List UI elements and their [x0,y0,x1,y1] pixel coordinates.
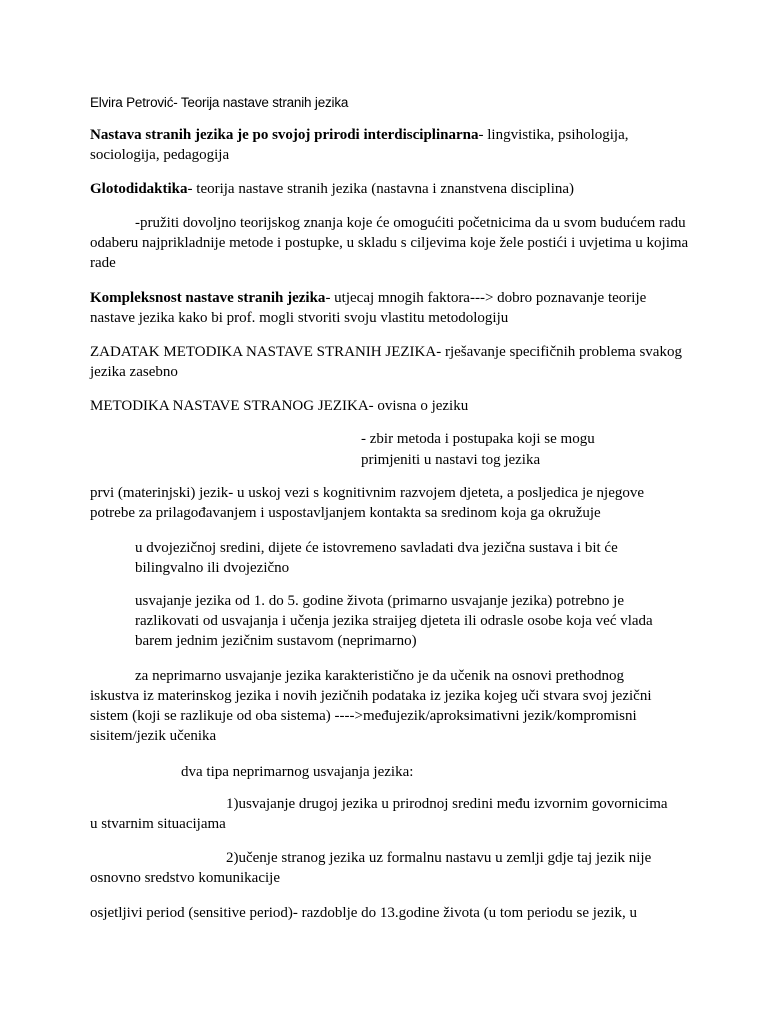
paragraph-text: - lingvistika, psihologija, sociologija, pedagogija [90,127,629,163]
paragraph-type-one: 1)usvajanje drugoj jezika u prirodnoj sredini među izvornim govornicima u stvarnim situacijama [90,796,668,832]
paragraph-primary-acquisition: usvajanje jezika od 1. do 5. godine života (primarno usvajanje jezika) potrebno je razlikovati od usvajanja i učenja jezika straijeg djeteta ili odrasle osobe koja već vlada barem jednim jezičnim sustavom (neprimarno) [135,593,653,649]
paragraph-text: - teorija nastave stranih jezika (nastavna i znanstvena disciplina) [187,181,575,197]
bold-term: Glotodidaktika [90,181,188,197]
bold-term: Kompleksnost nastave stranih jezika [90,290,326,306]
document-header: Elvira Petrović- Teorija nastave stranih jezika [90,95,349,110]
paragraph-methodology: METODIKA NASTAVE STRANOG JEZIKA- ovisna o jeziku [90,398,469,414]
paragraph-interdisciplinarity [90,125,690,165]
paragraph-task: ZADATAK METODIKA NASTAVE STRANIH JEZIKA- rješavanje specifičnih problema svakog jezika zasebno [90,344,682,380]
methodology-definition-line2: primjeniti u nastavi tog jezika [361,452,541,468]
paragraph-two-types: dva tipa neprimarnog usvajanja jezika: [181,764,414,780]
paragraph-glotodidaktika [90,179,690,199]
paragraph-goal: -pružiti dovoljno teorijskog znanja koje će omogućiti početnicima da u svom budućem radu odaberu najprikladnije metode i postupke, u skladu s ciljevima koje žele postići i uvjetima u kojima rade [90,215,689,271]
bold-term: Nastava stranih jezika je po svojoj prirodi interdisciplinarna [90,127,479,143]
paragraph-first-language: prvi (materinjski) jezik- u uskoj vezi s kognitivnim razvojem djeteta, a posljedica je njegove potrebe za prilagođavanjem i uspostavljanjem kontakta sa sredinom koja ga okružuje [90,485,645,521]
paragraph-bilingual: u dvojezičnoj sredini, dijete će istovremeno savladati dva jezična sustava i bit će bilingvalno ili dvojezično [135,540,618,576]
paragraph-complexity [90,288,690,328]
paragraph-interlanguage: za neprimarno usvajanje jezika karakteristično je da učenik na osnovi prethodnog iskustva iz materinskog jezika i novih jezičnih podataka iz jezika kojeg uči stvara svoj jezični sistem (koji se razlikuje od oba sistema) ---->međujezik/aproksimativni jezik/kompromisni sisitem/jezik učenika [90,668,652,744]
paragraph-text: - utjecaj mnogih faktora---> dobro poznavanje teorije nastave jezika kako bi prof. mogli stvoriti svoju vlastitu metodologiju [90,290,647,326]
paragraph-type-two: 2)učenje stranog jezika uz formalnu nastavu u zemlji gdje taj jezik nije osnovno sredstvo komunikacije [90,850,652,886]
paragraph-sensitive-period: osjetljivi period (sensitive period)- razdoblje do 13.godine života (u tom periodu se jezik, u [90,905,637,921]
methodology-definition-line1: - zbir metoda i postupaka koji se mogu [361,431,595,447]
